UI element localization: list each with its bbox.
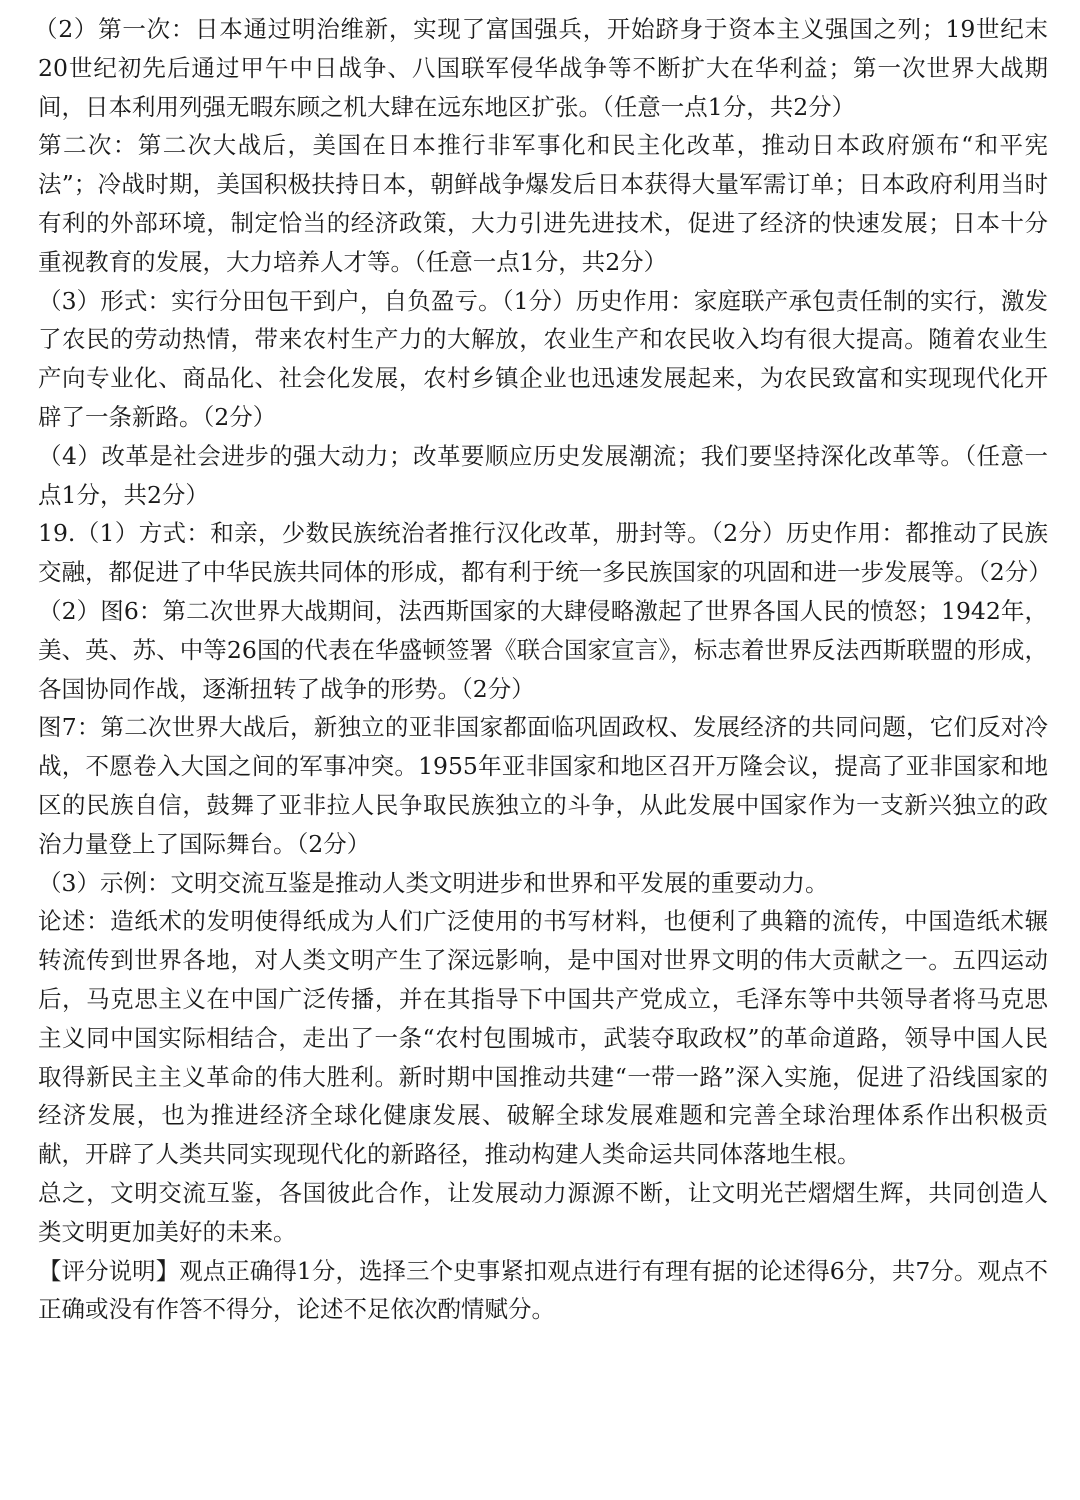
paragraph-q2-first-time: （2）第一次：日本通过明治维新，实现了富国强兵，开始跻身于资本主义强国之列；19世纪末20世纪初先后通过甲午中日战争、八国联军侵华战争等不断扩大在华利益；第一次世界大战期间，日本利用列强无暇东顾之机大肆在远东地区扩张。（任意一点1分，共2分） (34, 15, 1048, 121)
paragraph-scoring-notes: 【评分说明】观点正确得1分，选择三个史事紧扣观点进行有理有据的论述得6分，共7分。观点不正确或没有作答不得分，论述不足依次酌情赋分。 (38, 1256, 1048, 1324)
paragraph-q2-second-time: 第二次：第二次大战后，美国在日本推行非军事化和民主化改革，推动日本政府颁布“和平宪法”；冷战时期，美国积极扶持日本，朝鲜战争爆发后日本获得大量军需订单；日本政府利用当时有利的外部环境，制定恰当的经济政策，大力引进先进技术，促进了经济的快速发展；日本十分重视教育的发展，大力培养人才等。（任意一点1分，共2分） (38, 131, 1048, 276)
paragraph-figure-7: 图7：第二次世界大战后，新独立的亚非国家都面临巩固政权、发展经济的共同问题，它们反对冷战，不愿卷入大国之间的军事冲突。1955年亚非国家和地区召开万隆会议，提高了亚非国家和地区的民族自信，鼓舞了亚非拉人民争取民族独立的斗争，从此发展中国家作为一支新兴独立的政治力量登上了国际舞台。（2分） (38, 713, 1048, 858)
paragraph-19-1-ethnic-fusion: 19.（1）方式：和亲，少数民族统治者推行汉化改革，册封等。（2分）历史作用：都推动了民族交融，都促进了中华民族共同体的形成，都有利于统一多民族国家的巩固和进一步发展等。（2分） (38, 519, 1052, 587)
paragraph-discussion: 论述：造纸术的发明使得纸成为人们广泛使用的书写材料，也便利了典籍的流传，中国造纸术辗转流传到世界各地，对人类文明产生了深远影响，是中国对世界文明的伟大贡献之一。五四运动后，马克思主义在中国广泛传播，并在其指导下中国共产党成立，毛泽东等中共领导者将马克思主义同中国实际相结合，走出了一条“农村包围城市，武装夺取政权”的革命道路，领导中国人民取得新民主主义革命的伟大胜利。新时期中国推动共建“一带一路”深入实施，促进了沿线国家的经济发展，也为推进经济全球化健康发展、破解全球发展难题和完善全球治理体系作出积极贡献，开辟了人类共同实现现代化的新路径，推动构建人类命运共同体落地生根。 (38, 907, 1048, 1169)
paragraph-19-2-figure-6: （2）图6：第二次世界大战期间，法西斯国家的大肆侵略激起了世界各国人民的愤怒；1942年，美、英、苏、中等26国的代表在华盛顿签署《联合国家宣言》，标志着世界反法西斯联盟的形成，各国协同作战，逐渐扭转了战争的形势。（2分） (38, 596, 1048, 703)
paragraph-q4-reform: （4）改革是社会进步的强大动力；改革要顺应历史发展潮流；我们要坚持深化改革等。（任意一点1分，共2分） (38, 441, 1048, 509)
paragraph-q3-household-contract: （3）形式：实行分田包干到户，自负盈亏。（1分）历史作用：家庭联产承包责任制的实行，激发了农民的劳动热情，带来农村生产力的大解放，农业生产和农民收入均有很大提高。随着农业生产向专业化、商品化、社会化发展，农村乡镇企业也迅速发展起来，为农民致富和实现现代化开辟了一条新路。（2分） (38, 286, 1048, 431)
paragraph-conclusion: 总之，文明交流互鉴，各国彼此合作，让发展动力源源不断，让文明光芒熠熠生辉，共同创造人类文明更加美好的未来。 (38, 1178, 1048, 1246)
paragraph-19-3-example: （3）示例：文明交流互鉴是推动人类文明进步和世界和平发展的重要动力。 (38, 868, 829, 897)
